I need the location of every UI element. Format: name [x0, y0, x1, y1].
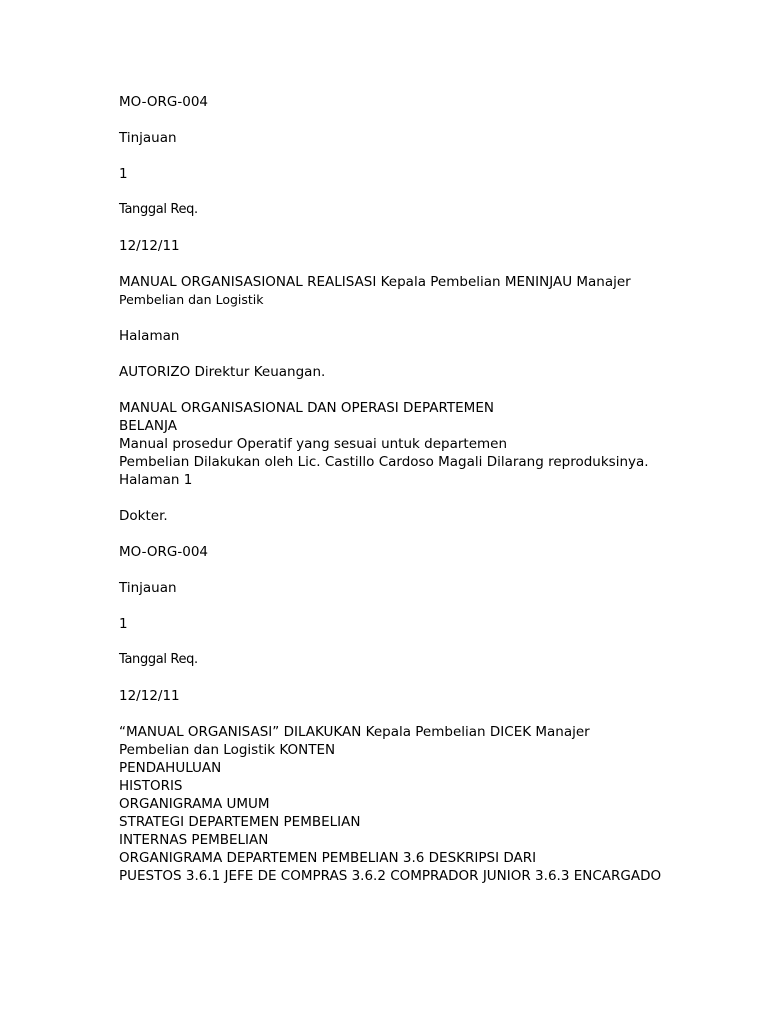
- revision-label: Tinjauan: [119, 130, 177, 146]
- body-line: MANUAL ORGANISASIONAL DAN OPERASI DEPARTEMEN: [119, 400, 494, 416]
- date-label: Tanggal Req.: [119, 652, 198, 667]
- body-line: Halaman 1: [119, 472, 193, 488]
- document-page: [119, 93, 739, 885]
- contents-line: INTERNAS PEMBELIAN: [119, 832, 269, 848]
- date-value: 12/12/11: [119, 688, 180, 704]
- manual-title-line-2: Pembelian dan Logistik: [119, 292, 264, 307]
- contents-line: PENDAHULUAN: [119, 760, 222, 776]
- revision-label: Tinjauan: [119, 580, 177, 596]
- date-value: 12/12/11: [119, 238, 180, 254]
- body-line: Manual prosedur Operatif yang sesuai untuk departemen: [119, 436, 508, 452]
- revision-value: 1: [119, 616, 128, 632]
- body-line: Pembelian Dilakukan oleh Lic. Castillo Cardoso Magali Dilarang reproduksinya.: [119, 454, 649, 470]
- revision-value: 1: [119, 166, 128, 182]
- body-line: BELANJA: [119, 418, 177, 434]
- doc-code: MO-ORG-004: [119, 544, 209, 560]
- manual-title-line: MANUAL ORGANISASIONAL REALISASI Kepala Pembelian MENINJAU Manajer: [119, 274, 631, 290]
- contents-line: PUESTOS 3.6.1 JEFE DE COMPRAS 3.6.2 COMPRADOR JUNIOR 3.6.3 ENCARGADO: [119, 868, 662, 884]
- contents-line: Pembelian dan Logistik KONTEN: [119, 742, 336, 758]
- contents-line: STRATEGI DEPARTEMEN PEMBELIAN: [119, 814, 361, 830]
- page-label: Halaman: [119, 328, 180, 344]
- contents-line: ORGANIGRAMA UMUM: [119, 796, 270, 812]
- contents-line: ORGANIGRAMA DEPARTEMEN PEMBELIAN 3.6 DESKRIPSI DARI: [119, 850, 537, 866]
- doc-code: MO-ORG-004: [119, 94, 209, 110]
- contents-line: “MANUAL ORGANISASI” DILAKUKAN Kepala Pembelian DICEK Manajer: [119, 724, 590, 740]
- doc-label: Dokter.: [119, 508, 168, 524]
- date-label: Tanggal Req.: [119, 202, 198, 217]
- authorized-by: AUTORIZO Direktur Keuangan.: [119, 364, 326, 380]
- contents-line: HISTORIS: [119, 778, 183, 794]
